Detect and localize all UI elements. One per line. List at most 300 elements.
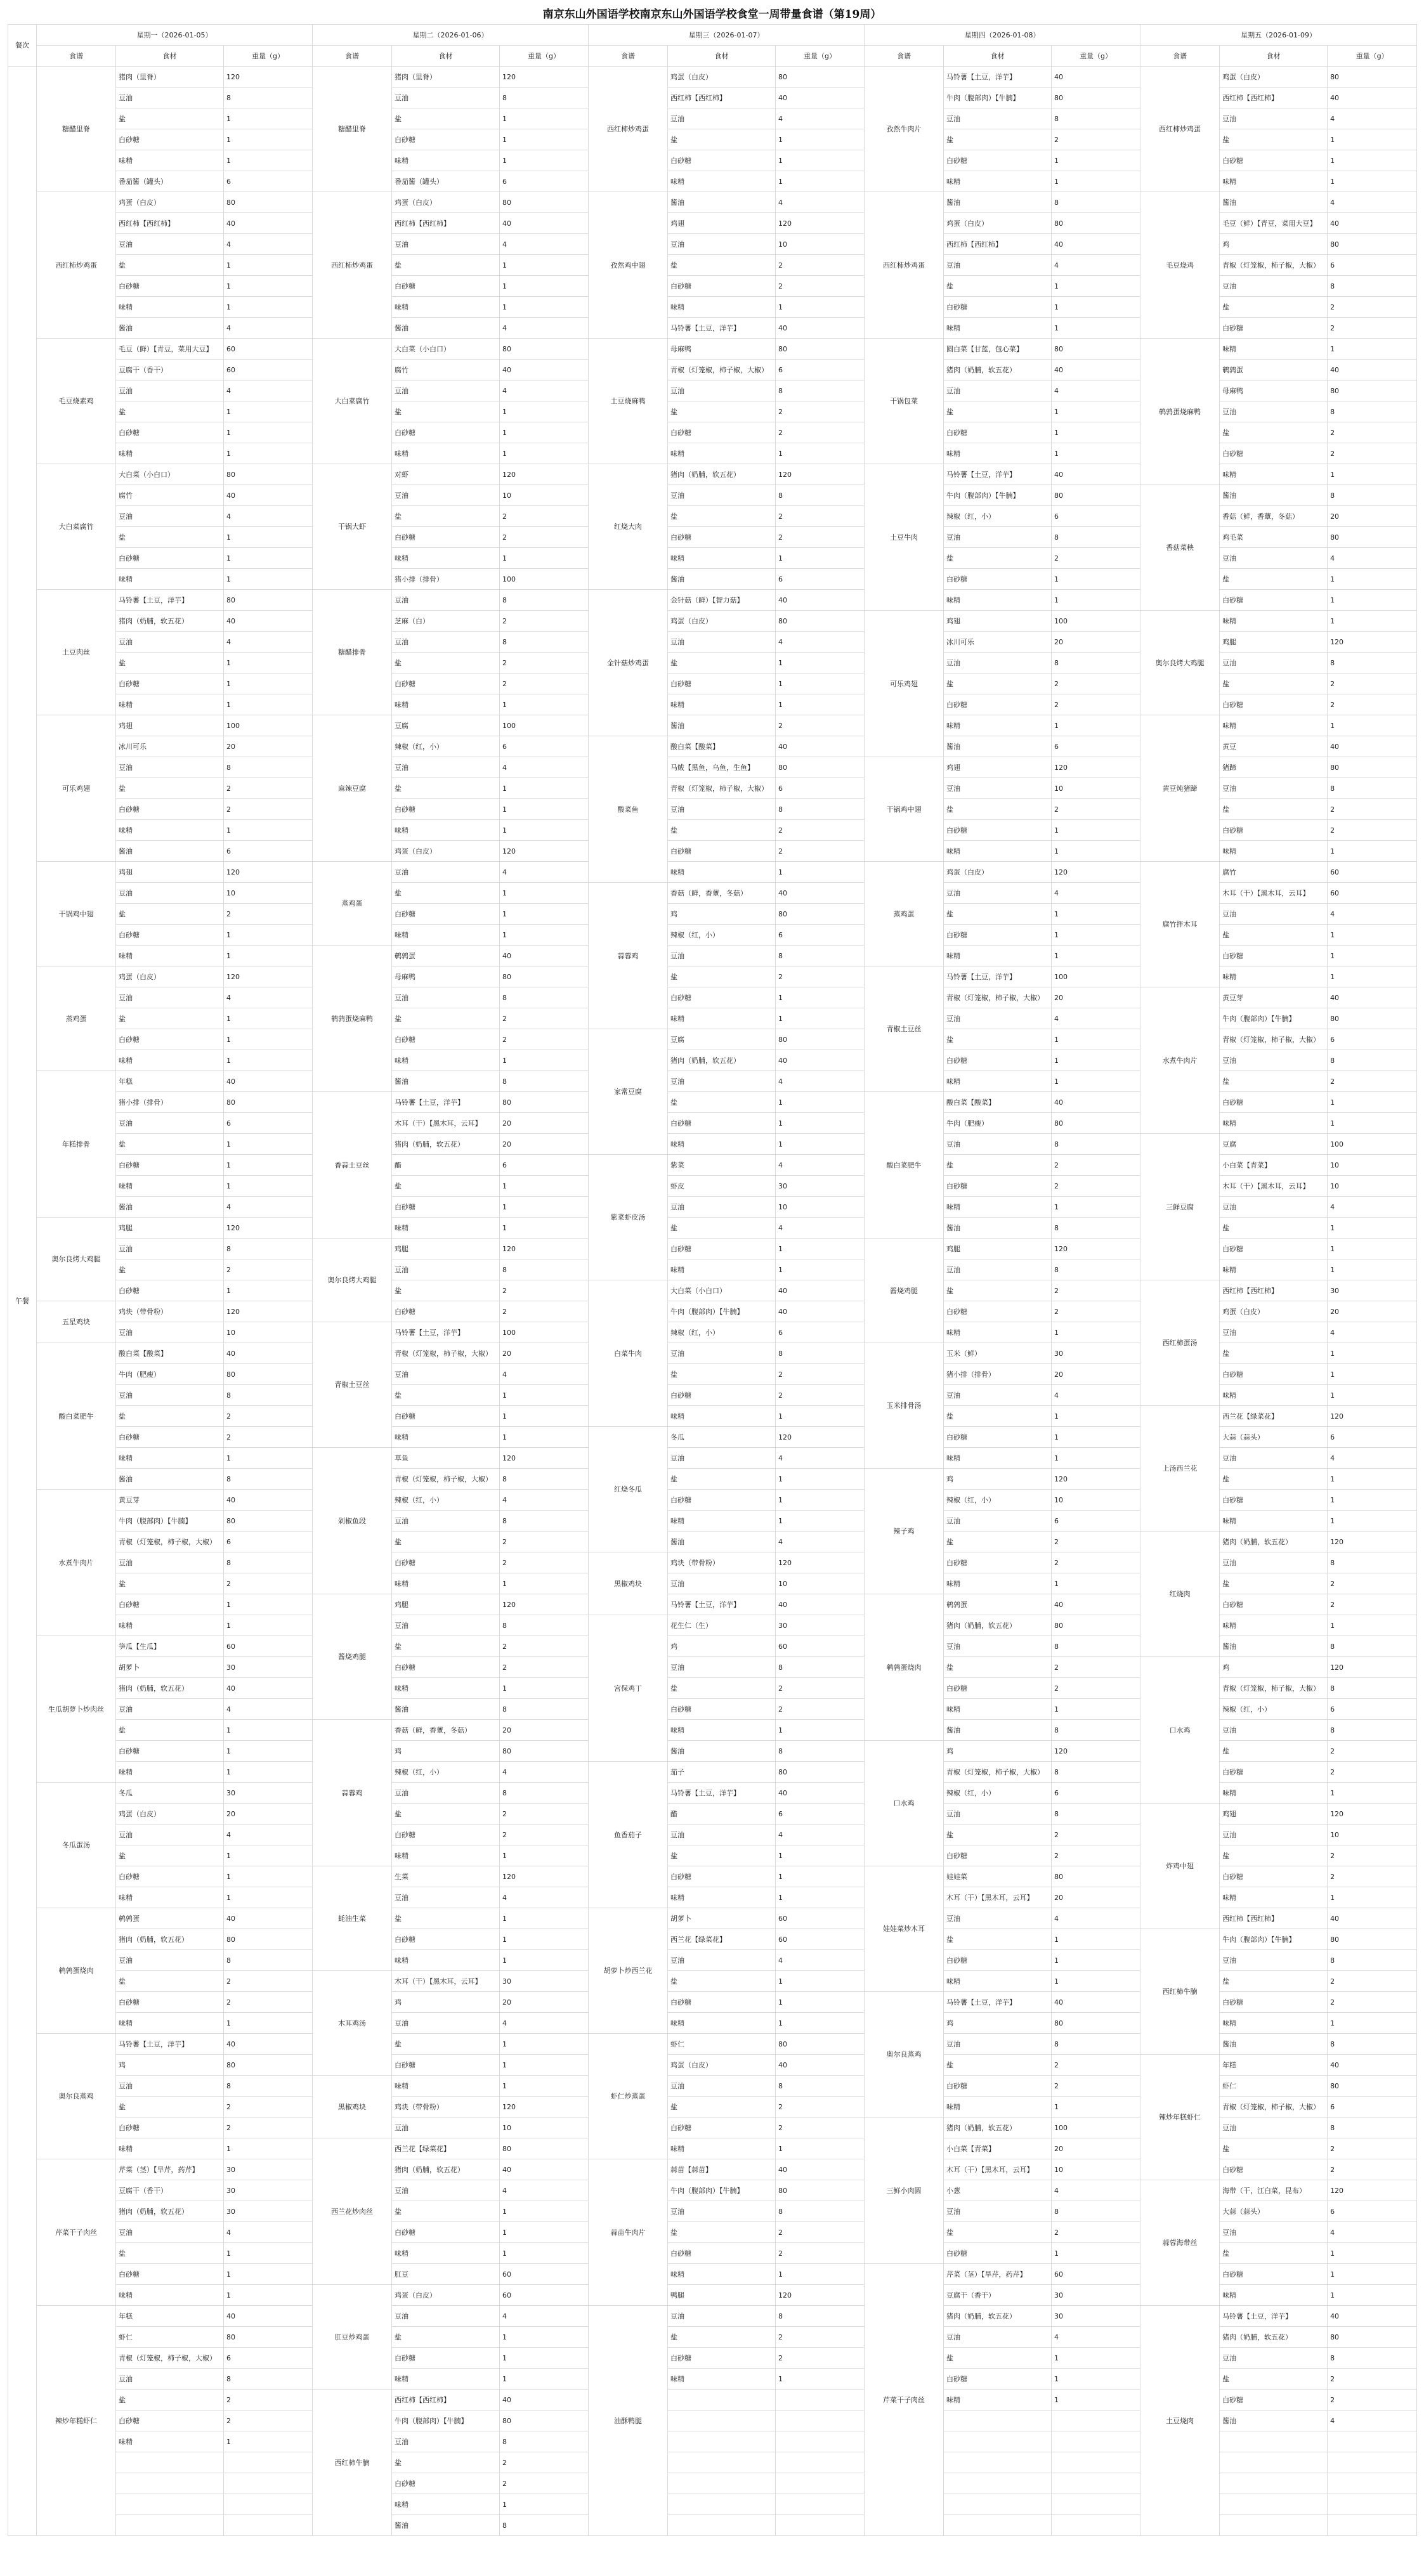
ingredient-name: 盐: [668, 1469, 776, 1490]
dish-name: 土豆烧肉: [1140, 2306, 1220, 2536]
ingredient-weight: 80: [1052, 88, 1140, 108]
ingredient-name: 味精: [944, 171, 1052, 192]
ingredient-weight: 1: [776, 1406, 865, 1427]
ingredient-weight: 1: [500, 1427, 589, 1448]
ingredient-weight: 1: [224, 1615, 313, 1636]
dish-name: 金针菇炒鸡蛋: [589, 590, 668, 736]
ingredient-name: 盐: [944, 1280, 1052, 1301]
empty-cell: [776, 2515, 865, 2536]
ingredient-name: 鸡: [668, 1636, 776, 1657]
ingredient-name: 味精: [668, 548, 776, 569]
ingredient-weight: 8: [1052, 527, 1140, 548]
ingredient-weight: 10: [224, 883, 313, 904]
ingredient-name: 白砂糖: [1220, 1992, 1328, 2013]
ingredient-weight: 4: [1328, 904, 1417, 925]
ingredient-name: 盐: [116, 653, 224, 673]
dish-name: 糖醋里脊: [37, 67, 116, 192]
ingredient-name: 盐: [668, 1971, 776, 1992]
ingredient-weight: 1: [224, 129, 313, 150]
ingredient-name: 白砂糖: [1220, 1364, 1328, 1385]
ingredient-weight: 8: [224, 1239, 313, 1259]
menu-row: [8, 1406, 1417, 1427]
dish-name: 大白菜腐竹: [37, 464, 116, 590]
ingredient-name: 酱油: [944, 192, 1052, 213]
ingredient-name: 白砂糖: [116, 1280, 224, 1301]
ingredient-weight: 1: [1052, 401, 1140, 422]
ingredient-weight: 2: [1052, 1825, 1140, 1845]
ingredient-weight: 100: [1052, 966, 1140, 987]
ingredient-weight: 1: [1052, 1050, 1140, 1071]
ingredient-weight: 4: [500, 2180, 589, 2201]
ingredient-name: 鸭腿: [668, 2285, 776, 2306]
ingredient-weight: 2: [224, 1406, 313, 1427]
ingredient-weight: 1: [1328, 171, 1417, 192]
ingredient-weight: 10: [1052, 2159, 1140, 2180]
ingredient-name: 味精: [1220, 841, 1328, 862]
ingredient-name: 盐: [392, 883, 500, 904]
ingredient-weight: 6: [500, 736, 589, 757]
ingredient-weight: 4: [500, 757, 589, 778]
ingredient-name: 酸白菜【酸菜】: [668, 736, 776, 757]
ingredient-name: 豆油: [1220, 1720, 1328, 1741]
dish-name: 青椒土豆丝: [865, 966, 944, 1092]
ingredient-name: 马铃薯【土豆，洋芋】: [392, 1092, 500, 1113]
ingredient-name: 白砂糖: [392, 1029, 500, 1050]
ingredient-name: 西红柿【西红柿】: [1220, 1908, 1328, 1929]
ingredient-name: 虾仁: [116, 2327, 224, 2348]
dish-name: 口水鸡: [865, 1741, 944, 1866]
ingredient-weight: 8: [500, 590, 589, 611]
ingredient-weight: 1: [224, 569, 313, 590]
ingredient-weight: 8: [776, 1343, 865, 1364]
ingredient-weight: 6: [1052, 736, 1140, 757]
ingredient-weight: 80: [776, 757, 865, 778]
ingredient-weight: 8: [1052, 1720, 1140, 1741]
ingredient-weight: 4: [776, 1825, 865, 1845]
ingredient-weight: 2: [500, 1280, 589, 1301]
ingredient-name: 芝麻（白）: [392, 611, 500, 632]
ingredient-weight: 1: [224, 2264, 313, 2285]
ingredient-weight: 2: [500, 1008, 589, 1029]
ingredient-name: 白砂糖: [668, 1239, 776, 1259]
ingredient-weight: 2: [776, 422, 865, 443]
ingredient-name: 白砂糖: [392, 904, 500, 925]
ingredient-weight: 2: [1328, 422, 1417, 443]
ingredient-name: 味精: [392, 2369, 500, 2390]
empty-cell: [1052, 2410, 1140, 2431]
ingredient-weight: 1: [224, 150, 313, 171]
empty-cell: [944, 2431, 1052, 2452]
ingredient-weight: 80: [776, 1762, 865, 1783]
ingredient-name: 味精: [392, 1427, 500, 1448]
ingredient-name: 西红柿【西红柿】: [668, 88, 776, 108]
ingredient-weight: 1: [776, 1259, 865, 1280]
ingredient-weight: 40: [224, 1678, 313, 1699]
ingredient-name: 白砂糖: [1220, 1866, 1328, 1887]
ingredient-name: 豆油: [1220, 1050, 1328, 1071]
ingredient-name: 辣椒（红，小）: [392, 1762, 500, 1783]
ingredient-weight: 6: [1328, 1029, 1417, 1050]
ingredient-name: 草鱼: [392, 1448, 500, 1469]
ingredient-name: 白砂糖: [116, 1427, 224, 1448]
ingredient-name: 盐: [1220, 1573, 1328, 1594]
ingredient-name: 味精: [1220, 715, 1328, 736]
dish-name: 土豆烧麻鸭: [589, 339, 668, 464]
ingredient-name: 青椒（灯笼椒，柿子椒，大椒）: [392, 1469, 500, 1490]
ingredient-weight: 4: [1052, 2327, 1140, 2348]
ingredient-weight: 80: [500, 2138, 589, 2159]
ingredient-name: 鸡毛菜: [1220, 527, 1328, 548]
ingredient-name: 盐: [116, 255, 224, 276]
ingredient-name: 木耳（干）【黑木耳，云耳】: [392, 1971, 500, 1992]
ingredient-weight: 40: [500, 2390, 589, 2410]
ingredient-name: 酱油: [1220, 1636, 1328, 1657]
dish-name: 木耳鸡汤: [313, 1971, 392, 2076]
ingredient-weight: 2: [1328, 2369, 1417, 2390]
dish-name: 蒸鸡蛋: [865, 862, 944, 966]
ingredient-weight: 80: [500, 2410, 589, 2431]
ingredient-name: 白砂糖: [1220, 318, 1328, 339]
ingredient-weight: 20: [1052, 2138, 1140, 2159]
ingredient-name: 味精: [392, 694, 500, 715]
ingredient-weight: 120: [500, 841, 589, 862]
ingredient-weight: 8: [1328, 1950, 1417, 1971]
ingredient-weight: 40: [1328, 1908, 1417, 1929]
ingredient-name: 盐: [116, 1845, 224, 1866]
ingredient-weight: 6: [500, 171, 589, 192]
ingredient-weight: 8: [500, 1783, 589, 1804]
ingredient-name: 大蒜（蒜头）: [1220, 2201, 1328, 2222]
ingredient-name: 马铃薯【土豆，洋芋】: [392, 1322, 500, 1343]
ingredient-weight: 4: [1328, 548, 1417, 569]
ingredient-name: 白砂糖: [668, 2243, 776, 2264]
ingredient-weight: 8: [1052, 1134, 1140, 1155]
ingredient-name: 鸡蛋（白皮）: [392, 841, 500, 862]
ingredient-name: 味精: [392, 1218, 500, 1239]
ingredient-name: 白砂糖: [392, 129, 500, 150]
ingredient-name: 鸡蛋（白皮）: [116, 966, 224, 987]
dish-name: 西红柿蛋汤: [1140, 1280, 1220, 1406]
ingredient-weight: 100: [500, 715, 589, 736]
ingredient-name: 牛肉（腹部肉）【牛腩】: [668, 1301, 776, 1322]
ingredient-weight: 120: [224, 862, 313, 883]
ingredient-weight: 1: [776, 2013, 865, 2034]
ingredient-weight: 1: [776, 1866, 865, 1887]
ingredient-weight: 2: [224, 799, 313, 820]
ingredient-weight: 30: [224, 2201, 313, 2222]
ingredient-weight: 1: [224, 1845, 313, 1866]
ingredient-weight: 2: [776, 276, 865, 297]
ingredient-weight: 8: [224, 2076, 313, 2097]
ingredient-weight: 2: [1052, 2222, 1140, 2243]
ingredient-weight: 1: [776, 2264, 865, 2285]
empty-cell: [668, 2390, 776, 2410]
ingredient-name: 豆油: [944, 1908, 1052, 1929]
ingredient-weight: 4: [1052, 381, 1140, 401]
dish-name: 酸菜鱼: [589, 736, 668, 883]
ingredient-weight: 1: [1328, 1511, 1417, 1532]
dish-name: 西红柿炒鸡蛋: [37, 192, 116, 339]
ingredient-name: 白砂糖: [668, 150, 776, 171]
ingredient-column-header: 食材: [116, 46, 224, 67]
ingredient-weight: 80: [224, 2327, 313, 2348]
dish-name: 蒜蓉海带丝: [1140, 2180, 1220, 2306]
ingredient-name: 鹌鹑蛋: [944, 1594, 1052, 1615]
ingredient-weight: 1: [224, 443, 313, 464]
ingredient-weight: 1: [500, 1385, 589, 1406]
ingredient-name: 酱油: [1220, 2410, 1328, 2431]
empty-cell: [224, 2494, 313, 2515]
ingredient-weight: 1: [776, 1113, 865, 1134]
ingredient-name: 辣椒（红，小）: [392, 1490, 500, 1511]
ingredient-name: 盐: [392, 1804, 500, 1825]
ingredient-name: 味精: [668, 1887, 776, 1908]
ingredient-name: 豆油: [1220, 548, 1328, 569]
ingredient-weight: 2: [500, 1029, 589, 1050]
ingredient-weight: 1: [500, 1908, 589, 1929]
ingredient-weight: 4: [500, 234, 589, 255]
ingredient-weight: 1: [1052, 2390, 1140, 2410]
ingredient-name: 味精: [1220, 966, 1328, 987]
empty-cell: [1220, 2473, 1328, 2494]
ingredient-name: 猪肉（奶脯，软五花）: [1220, 2327, 1328, 2348]
ingredient-name: 味精: [116, 1887, 224, 1908]
ingredient-weight: 40: [1052, 1992, 1140, 2013]
ingredient-weight: 120: [500, 1866, 589, 1887]
ingredient-weight: 6: [776, 569, 865, 590]
ingredient-name: 盐: [116, 904, 224, 925]
ingredient-name: 冬瓜: [116, 1783, 224, 1804]
ingredient-weight: 40: [1328, 736, 1417, 757]
ingredient-name: 盐: [392, 1385, 500, 1406]
ingredient-name: 豆油: [944, 653, 1052, 673]
ingredient-name: 盐: [1220, 1845, 1328, 1866]
ingredient-name: 白砂糖: [116, 276, 224, 297]
ingredient-name: 酱油: [116, 841, 224, 862]
ingredient-name: 醋: [668, 1804, 776, 1825]
ingredient-name: 味精: [944, 590, 1052, 611]
ingredient-name: 味精: [116, 569, 224, 590]
ingredient-name: 白砂糖: [944, 925, 1052, 946]
ingredient-name: 盐: [392, 401, 500, 422]
ingredient-weight: 2: [1328, 1741, 1417, 1762]
ingredient-weight: 1: [224, 1762, 313, 1783]
ingredient-name: 盐: [392, 2034, 500, 2055]
dish-name: 口水鸡: [1140, 1657, 1220, 1804]
ingredient-weight: 30: [500, 1971, 589, 1992]
ingredient-weight: 2: [500, 1301, 589, 1322]
ingredient-weight: 1: [224, 276, 313, 297]
ingredient-weight: 1: [776, 150, 865, 171]
ingredient-weight: 2: [500, 1657, 589, 1678]
empty-cell: [776, 2390, 865, 2410]
ingredient-name: 味精: [944, 1197, 1052, 1218]
ingredient-weight: 2: [1052, 1301, 1140, 1322]
ingredient-name: 白砂糖: [116, 1992, 224, 2013]
dish-name: 西兰花炒肉丝: [313, 2138, 392, 2285]
ingredient-name: 盐: [1220, 1343, 1328, 1364]
ingredient-weight: 1: [776, 1887, 865, 1908]
dish-name: 鹌鹑蛋烧肉: [865, 1594, 944, 1741]
ingredient-weight: 2: [776, 841, 865, 862]
empty-cell: [668, 2473, 776, 2494]
ingredient-name: 马铃薯【土豆，洋芋】: [116, 590, 224, 611]
ingredient-weight: 1: [776, 443, 865, 464]
ingredient-name: 味精: [116, 946, 224, 966]
ingredient-weight: 1: [224, 1720, 313, 1741]
ingredient-weight: 120: [1328, 1657, 1417, 1678]
ingredient-weight: 40: [776, 1594, 865, 1615]
ingredient-weight: 80: [1052, 2013, 1140, 2034]
ingredient-name: 鸡蛋（白皮）: [668, 611, 776, 632]
ingredient-weight: 1: [500, 150, 589, 171]
ingredient-weight: 1: [1052, 1427, 1140, 1448]
dish-name: 土豆牛肉: [865, 464, 944, 611]
ingredient-weight: 1: [776, 1092, 865, 1113]
ingredient-name: 白砂糖: [392, 1197, 500, 1218]
ingredient-name: 豆油: [1220, 2117, 1328, 2138]
ingredient-name: 青椒（灯笼椒，柿子椒，大椒）: [668, 360, 776, 381]
ingredient-name: 酱油: [116, 1197, 224, 1218]
ingredient-name: 豆油: [392, 632, 500, 653]
empty-cell: [944, 2473, 1052, 2494]
ingredient-weight: 1: [1052, 590, 1140, 611]
ingredient-weight: 8: [500, 1071, 589, 1092]
empty-cell: [1220, 2431, 1328, 2452]
ingredient-name: 芹菜（茎）【旱芹，药芹】: [944, 2264, 1052, 2285]
empty-cell: [944, 2494, 1052, 2515]
ingredient-name: 小白菜【青菜】: [944, 2138, 1052, 2159]
ingredient-name: 味精: [392, 548, 500, 569]
ingredient-weight: 1: [500, 1176, 589, 1197]
ingredient-weight: 4: [776, 1532, 865, 1552]
ingredient-name: 味精: [392, 2494, 500, 2515]
dish-name: 上汤西兰花: [1140, 1406, 1220, 1532]
ingredient-name: 香菇（鲜，香蕈，冬菇）: [1220, 506, 1328, 527]
meal-column-header: 餐次: [8, 25, 37, 67]
ingredient-weight: 80: [224, 2055, 313, 2076]
ingredient-weight: 8: [1052, 1804, 1140, 1825]
empty-cell: [1328, 2431, 1417, 2452]
ingredient-name: 鸡蛋（白皮）: [668, 67, 776, 88]
ingredient-name: 白砂糖: [668, 1113, 776, 1134]
ingredient-weight: 1: [500, 2201, 589, 2222]
ingredient-name: 盐: [944, 401, 1052, 422]
ingredient-weight: 40: [776, 88, 865, 108]
empty-cell: [1052, 2452, 1140, 2473]
ingredient-name: 猪肉（奶脯，软五花）: [668, 1050, 776, 1071]
ingredient-weight: 4: [500, 318, 589, 339]
ingredient-weight: 2: [500, 611, 589, 632]
ingredient-name: 牛肉（肥瘦）: [944, 1113, 1052, 1134]
ingredient-weight: 6: [776, 925, 865, 946]
ingredient-name: 味精: [1220, 1113, 1328, 1134]
dish-name: 孜然鸡中翅: [589, 192, 668, 339]
dish-name: 芹菜干子肉丝: [865, 2264, 944, 2536]
ingredient-weight: 8: [776, 485, 865, 506]
ingredient-name: 盐: [1220, 673, 1328, 694]
ingredient-name: 豆腐: [668, 1029, 776, 1050]
ingredient-weight: 40: [1052, 234, 1140, 255]
dish-name: 辣子鸡: [865, 1469, 944, 1594]
dish-name: 酸白菜肥牛: [865, 1092, 944, 1239]
ingredient-weight: 1: [500, 1573, 589, 1594]
ingredient-name: 豆油: [944, 1134, 1052, 1155]
ingredient-name: 豆油: [392, 2306, 500, 2327]
ingredient-name: 盐: [116, 1573, 224, 1594]
ingredient-weight: 100: [1052, 611, 1140, 632]
ingredient-name: 酱油: [116, 1469, 224, 1490]
ingredient-weight: 2: [224, 2117, 313, 2138]
ingredient-name: 西红柿【西红柿】: [944, 234, 1052, 255]
ingredient-weight: 1: [1052, 422, 1140, 443]
ingredient-weight: 1: [500, 2034, 589, 2055]
menu-row: [8, 1804, 1417, 1825]
ingredient-name: 豆油: [668, 1448, 776, 1469]
ingredient-weight: 8: [1328, 778, 1417, 799]
ingredient-name: 味精: [1220, 2285, 1328, 2306]
ingredient-name: 盐: [944, 2222, 1052, 2243]
ingredient-weight: 1: [1052, 318, 1140, 339]
ingredient-weight: 80: [776, 1029, 865, 1050]
ingredient-name: 鸡块（带骨粉）: [668, 1552, 776, 1573]
meal-label: 午餐: [8, 67, 37, 2536]
ingredient-name: 酸白菜【酸菜】: [116, 1343, 224, 1364]
dish-name: 干锅鸡中翅: [865, 757, 944, 862]
ingredient-name: 豆油: [116, 234, 224, 255]
ingredient-weight: 4: [1052, 1385, 1140, 1406]
ingredient-name: 白砂糖: [944, 569, 1052, 590]
ingredient-weight: 1: [224, 673, 313, 694]
ingredient-name: 味精: [1220, 339, 1328, 360]
menu-row: [8, 2055, 1417, 2076]
ingredient-name: 毛豆（鲜）【青豆，菜用大豆】: [1220, 213, 1328, 234]
dish-name: 蒸鸡蛋: [37, 966, 116, 1071]
ingredient-name: 鸡: [1220, 234, 1328, 255]
ingredient-name: 辣椒（红，小）: [668, 1322, 776, 1343]
ingredient-weight: 2: [1328, 1992, 1417, 2013]
ingredient-weight: 10: [1052, 1490, 1140, 1511]
ingredient-weight: 120: [224, 966, 313, 987]
ingredient-weight: 60: [224, 360, 313, 381]
ingredient-name: 盐: [116, 1134, 224, 1155]
ingredient-name: 豆油: [1220, 2348, 1328, 2369]
ingredient-name: 鹌鹑蛋: [1220, 360, 1328, 381]
ingredient-name: 豆油: [1220, 108, 1328, 129]
ingredient-name: 味精: [1220, 1385, 1328, 1406]
empty-cell: [1052, 2431, 1140, 2452]
empty-cell: [1220, 2515, 1328, 2536]
ingredient-weight: 1: [500, 778, 589, 799]
ingredient-name: 猪肉（奶脯，软五花）: [1220, 1532, 1328, 1552]
ingredient-weight: 1: [1052, 171, 1140, 192]
ingredient-weight: 30: [224, 2180, 313, 2201]
ingredient-name: 白砂糖: [944, 694, 1052, 715]
ingredient-name: 白砂糖: [944, 2243, 1052, 2264]
ingredient-name: 白砂糖: [116, 2117, 224, 2138]
dish-name: 奥尔良蒸鸡: [865, 1992, 944, 2117]
ingredient-weight: 1: [1052, 1322, 1140, 1343]
ingredient-weight: 1: [224, 1866, 313, 1887]
empty-cell: [776, 2431, 865, 2452]
ingredient-weight: 1: [1052, 820, 1140, 841]
qty-column-header: 重量（g）: [500, 46, 589, 67]
day-header: 星期五（2026-01-09）: [1140, 25, 1417, 46]
ingredient-name: 盐: [668, 2222, 776, 2243]
ingredient-weight: 80: [1328, 757, 1417, 778]
ingredient-weight: 1: [224, 1155, 313, 1176]
ingredient-weight: 1: [1328, 339, 1417, 360]
